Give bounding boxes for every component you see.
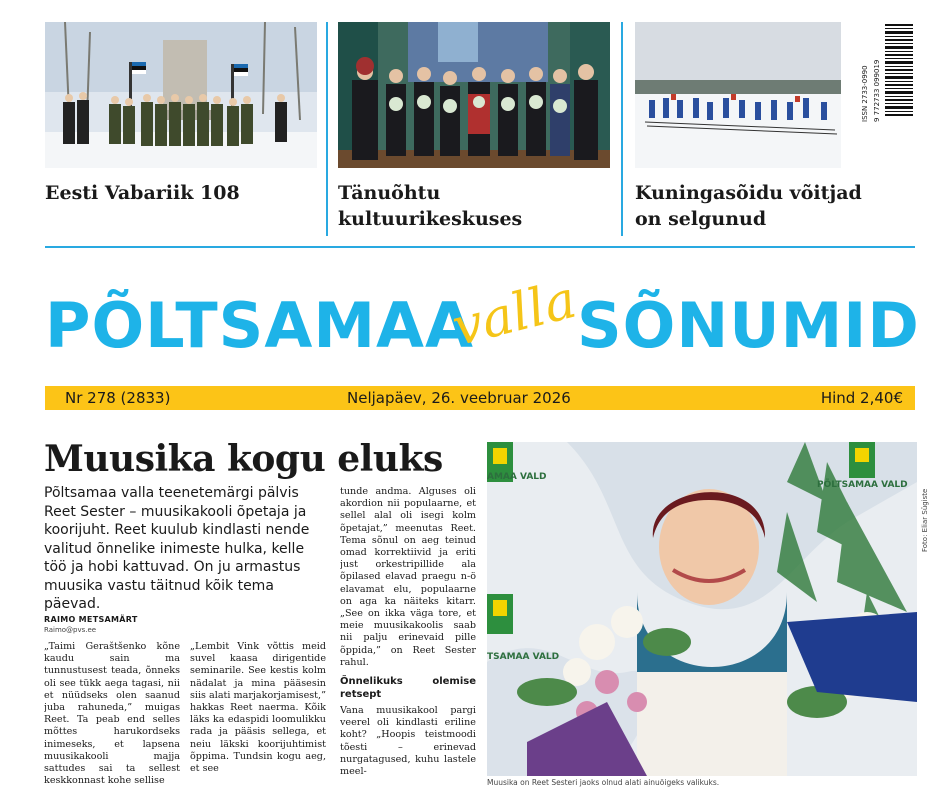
masthead bbox=[45, 269, 920, 376]
article-paragraph: tunde andma. Alguses oli akordion nii populaarne, et sellel alal oli isegi kolm õpetajat,” meenutas Reet. Tema sõnul on aeg teinud omad korrektiivid ja eriti just orkestripillide ala õpilased elavad praegu n-ö elavamat elu, populaarne on aga ka näiteks kitarr. „See on ikka väga tore, et meie muusikakoolis saab nii palju erinevaid pille õppida,” on Reet Sester rahul. bbox=[340, 486, 476, 668]
article-paragraph: Vana muusikakool pargi veerel oli kindlasti eriline koht? „Hoopis teistmoodi tõesti – erinevad nurgatagused, kuhu lastele meel- bbox=[340, 705, 476, 778]
photo-credit: Foto: Eliar Sügiste bbox=[921, 488, 929, 552]
teaser-title: Eesti Vabariik 108 bbox=[45, 182, 240, 204]
teaser-1[interactable] bbox=[45, 22, 317, 234]
article-subhead: Õnnelikuks olemise retsept bbox=[340, 676, 476, 701]
article-main-photo bbox=[487, 442, 917, 776]
article-column-2 bbox=[190, 641, 326, 788]
teaser-3[interactable] bbox=[635, 22, 915, 234]
column-divider bbox=[621, 22, 623, 236]
photo-caption: Muusika on Reet Sesteri jaoks olnud alati ainuõigeks valikuks. bbox=[487, 778, 720, 787]
article-paragraph: „Taimi Geraštšenko kõne kaudu sain ma tunnustusest teada, õnneks oli see tükk aega tagasi, nii et nüüdseks olen saanud juba rahuneda,” muigas Reet. Ta peab end selles mõttes harukordseks inimeseks, et lapsena muusikakooli majja sattudes sai ta sellest keskkonnast kohe sellise bbox=[44, 641, 180, 787]
teaser-2[interactable] bbox=[338, 22, 610, 234]
masthead-right-word: SÕNUMID bbox=[577, 289, 920, 362]
award-evening-photo bbox=[338, 22, 610, 168]
ski-race-photo bbox=[635, 22, 841, 168]
article-column-3 bbox=[340, 486, 476, 788]
teaser-title: Tänuõhtu kultuurikeskuses bbox=[338, 182, 523, 230]
masthead-valla-word: valla bbox=[446, 269, 583, 359]
masthead-left-word: PÕLTSAMAA bbox=[45, 289, 474, 362]
issue-info-bar bbox=[45, 386, 915, 410]
issn-barcode bbox=[861, 22, 915, 122]
section-rule bbox=[45, 246, 915, 248]
article-author-email[interactable]: Raimo@pvs.ee bbox=[44, 626, 97, 634]
issue-date: Neljapäev, 26. veebruar 2026 bbox=[347, 389, 571, 407]
photo-banner-left-text: AMAA VALD bbox=[487, 472, 547, 482]
article-lead: Põltsamaa valla teenetemärgi pälvis Reet Sester – muusikakooli õpetaja ja koorijuht. Reet kuulub kindlasti nende valitud õnnelike inimeste hulka, kelle töö ja hobi kattuvad. On ju armastus muusika vastu täitnud kõik tema päevad. bbox=[44, 485, 310, 612]
issue-price: Hind 2,40€ bbox=[820, 389, 903, 407]
issue-number: Nr 278 (2833) bbox=[65, 389, 171, 407]
column-divider bbox=[326, 22, 328, 236]
barcode-digits: 9 772733 099019 bbox=[873, 59, 881, 122]
issn-label: ISSN 2733-0990 bbox=[861, 65, 869, 122]
independence-day-photo bbox=[45, 22, 317, 168]
article-paragraph: „Lembit Vink võttis meid suvel kaasa dirigentide seminarile. See kestis kolm nädalat ja mina pääsesin siis alati marjakorjamisest,” hakkas Reet naerma. Kõik läks ka edaspidi loomulikku rada ja pääsis sellega, et neiu läkski koorijuhtimist õppima. Tundsin kogu aeg, et see bbox=[190, 641, 326, 775]
teaser-title: Kuningasõidu võitjad on selgunud bbox=[635, 182, 862, 230]
photo-banner-lower-text: TSAMAA VALD bbox=[487, 652, 560, 662]
photo-banner-right-text: PÕLTSAMAA VALD bbox=[817, 480, 908, 490]
article-column-1 bbox=[44, 641, 180, 788]
article-author: RAIMO METSAMÄRT bbox=[44, 615, 138, 624]
article-headline: Muusika kogu eluks bbox=[44, 438, 443, 480]
